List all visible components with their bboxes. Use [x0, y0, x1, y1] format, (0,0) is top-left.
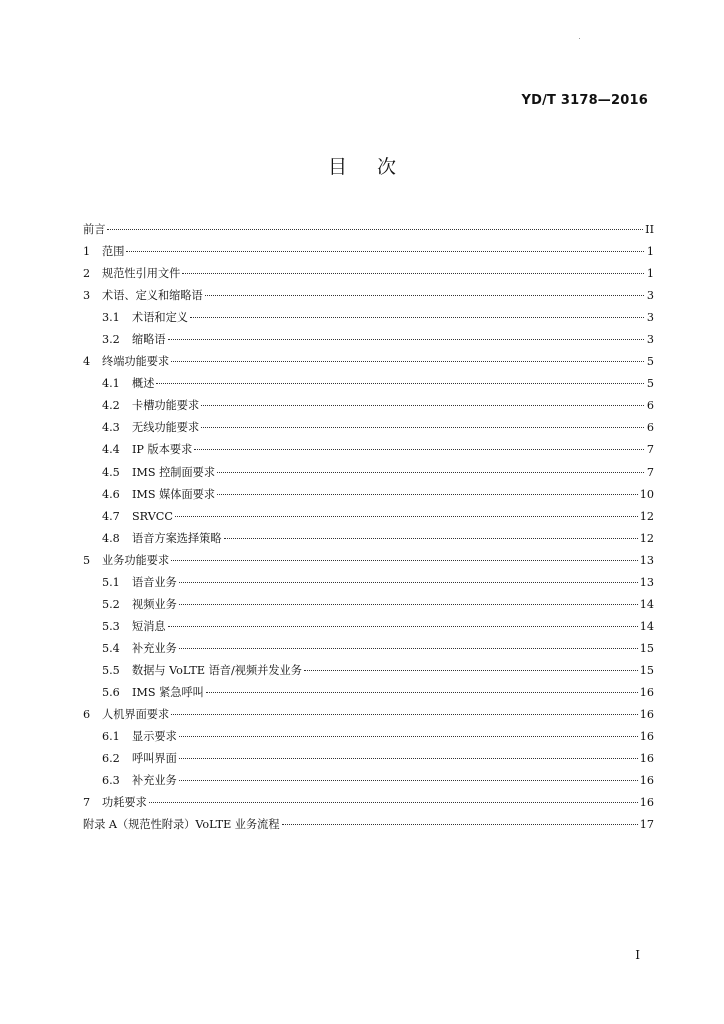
- toc-entry-number: 6.2: [102, 752, 120, 766]
- toc-entry-page: 16: [639, 708, 654, 722]
- toc-entry[interactable]: [83, 462, 654, 484]
- toc-entry-page: 5: [646, 355, 654, 369]
- toc-entry[interactable]: [83, 594, 654, 616]
- toc-entry-page: 6: [646, 399, 654, 413]
- toc-entry-number: 4.7: [102, 509, 120, 523]
- toc-entry[interactable]: [83, 373, 654, 395]
- dot-leader: [179, 736, 638, 737]
- toc-title: 目次: [327, 156, 426, 178]
- toc-entry-title: 范围: [102, 245, 125, 259]
- toc-entry-title: 规范性引用文件: [102, 267, 181, 281]
- toc-entry-number: 5: [83, 553, 91, 567]
- toc-entry-page: 13: [639, 575, 654, 589]
- dot-leader: [171, 361, 644, 362]
- toc-entry-number: 2: [83, 267, 91, 281]
- toc-entry-page: 3: [646, 333, 654, 347]
- dot-leader: [171, 560, 638, 561]
- dot-leader: [217, 472, 644, 473]
- toc-entry[interactable]: [83, 329, 654, 351]
- toc-entry[interactable]: [83, 307, 654, 329]
- toc-entry-title: 无线功能要求: [132, 421, 200, 435]
- dot-leader: [190, 317, 644, 318]
- toc-entry-number: 4.8: [102, 531, 120, 545]
- toc-entry[interactable]: [83, 484, 654, 506]
- toc-entry-title: IMS 紧急呼叫: [132, 685, 204, 699]
- toc-entry-number: 6.3: [102, 774, 120, 788]
- toc-entry[interactable]: [83, 263, 654, 285]
- toc-entry-number: 4.3: [102, 421, 120, 435]
- toc-entry-page: 16: [639, 730, 654, 744]
- toc-entry-page: 16: [639, 774, 654, 788]
- toc-entry[interactable]: [83, 395, 654, 417]
- toc-entry[interactable]: [83, 682, 654, 704]
- dot-leader: [304, 670, 638, 671]
- toc-entry[interactable]: [83, 506, 654, 528]
- dot-leader: [126, 251, 644, 252]
- toc-entry[interactable]: [83, 439, 654, 461]
- toc-entry-title: 卡槽功能要求: [132, 399, 200, 413]
- dot-leader: [201, 427, 644, 428]
- toc-entry-number: 4.4: [102, 443, 120, 457]
- toc-entry-page: 7: [646, 465, 654, 479]
- toc-entry-page: 1: [646, 245, 654, 259]
- toc-entry-number: 5.6: [102, 685, 120, 699]
- toc-entry-title: 语音业务: [132, 575, 177, 589]
- toc-entry-title: 数据与 VoLTE 语音/视频并发业务: [132, 663, 302, 677]
- dot-leader: [201, 405, 644, 406]
- toc-entry-title: 术语、定义和缩略语: [102, 289, 203, 303]
- toc-entry-title: SRVCC: [132, 509, 173, 523]
- toc-entry-number: 5.5: [102, 663, 120, 677]
- toc-entry-page: 12: [639, 509, 654, 523]
- toc-entry-page: 13: [639, 553, 654, 567]
- dot-leader: [179, 648, 638, 649]
- toc-entry-number: 3.2: [102, 333, 120, 347]
- toc-entry-page: 5: [646, 377, 654, 391]
- dot-leader: [171, 714, 638, 715]
- dot-leader: [168, 626, 638, 627]
- dot-leader: [217, 494, 638, 495]
- toc-entry-title: 人机界面要求: [102, 708, 170, 722]
- toc-entry[interactable]: [83, 616, 654, 638]
- toc-entry-page: 3: [646, 311, 654, 325]
- toc-entry[interactable]: [83, 704, 654, 726]
- toc-entry-page: 7: [646, 443, 654, 457]
- toc-entry-title: 显示要求: [132, 730, 177, 744]
- toc-entry-title: 终端功能要求: [102, 355, 170, 369]
- toc-entry-title: 补充业务: [132, 774, 177, 788]
- toc-entry[interactable]: [83, 638, 654, 660]
- toc-entry-title: 补充业务: [132, 641, 177, 655]
- toc-entry-page: 14: [639, 619, 654, 633]
- toc-entry[interactable]: [83, 770, 654, 792]
- toc-entry-page: 16: [639, 752, 654, 766]
- toc-entry-title: 业务功能要求: [102, 553, 170, 567]
- toc-entry-title: 语音方案选择策略: [132, 531, 222, 545]
- toc-entry-number: 5.2: [102, 597, 120, 611]
- toc-entry[interactable]: [83, 814, 654, 836]
- toc-entry-page: II: [645, 223, 654, 236]
- toc-entry[interactable]: [83, 748, 654, 770]
- toc-entry[interactable]: [83, 285, 654, 307]
- page-number: I: [635, 948, 640, 962]
- toc-entry[interactable]: [83, 792, 654, 814]
- scan-speck: [579, 38, 580, 39]
- dot-leader: [156, 383, 644, 384]
- toc-entry[interactable]: [83, 726, 654, 748]
- toc-entry-number: 6.1: [102, 730, 120, 744]
- toc-entry-title: IP 版本要求: [132, 443, 193, 457]
- toc-entry[interactable]: [83, 660, 654, 682]
- toc-entry-title: 视频业务: [132, 597, 177, 611]
- dot-leader: [175, 516, 638, 517]
- dot-leader: [179, 604, 638, 605]
- toc-entry-title: 前言: [83, 223, 106, 236]
- dot-leader: [182, 273, 644, 274]
- toc-entry-number: 3: [83, 289, 91, 303]
- toc-entry-title: 短消息: [132, 619, 166, 633]
- toc-entry-page: 16: [639, 796, 654, 810]
- toc-entry-number: 5.1: [102, 575, 120, 589]
- toc-entry-page: 16: [639, 685, 654, 699]
- toc-entry-title: IMS 媒体面要求: [132, 487, 216, 501]
- toc-entry[interactable]: [83, 572, 654, 594]
- toc-entry-page: 15: [639, 641, 654, 655]
- toc-entry-page: 10: [639, 487, 654, 501]
- standard-code: YD/T 3178—2016: [521, 93, 648, 108]
- toc-entry-page: 15: [639, 663, 654, 677]
- toc-entry-title: IMS 控制面要求: [132, 465, 216, 479]
- toc-entry-number: 7: [83, 796, 91, 810]
- toc-entry-number: 6: [83, 708, 91, 722]
- toc-entry[interactable]: [83, 528, 654, 550]
- toc-entry-title: 术语和定义: [132, 311, 188, 325]
- toc-entry-number: 4: [83, 355, 91, 369]
- dot-leader: [282, 824, 638, 825]
- toc-entry[interactable]: [83, 219, 654, 241]
- dot-leader: [149, 802, 638, 803]
- toc-entry-page: 3: [646, 289, 654, 303]
- dot-leader: [179, 582, 638, 583]
- dot-leader: [107, 229, 643, 230]
- toc-entry-page: 6: [646, 421, 654, 435]
- dot-leader: [194, 449, 644, 450]
- toc-entry-title: 概述: [132, 377, 155, 391]
- table-of-contents: [83, 219, 654, 836]
- toc-entry-page: 17: [639, 818, 654, 832]
- dot-leader: [179, 780, 638, 781]
- toc-entry[interactable]: [83, 550, 654, 572]
- toc-entry[interactable]: [83, 417, 654, 439]
- toc-entry-number: 5.3: [102, 619, 120, 633]
- toc-entry[interactable]: [83, 241, 654, 263]
- toc-entry[interactable]: [83, 351, 654, 373]
- toc-entry-title: 缩略语: [132, 333, 166, 347]
- dot-leader: [224, 538, 638, 539]
- toc-entry-number: 4.5: [102, 465, 120, 479]
- toc-entry-title: 功耗要求: [102, 796, 147, 810]
- toc-entry-title: 附录 A（规范性附录）VoLTE 业务流程: [83, 818, 280, 832]
- toc-entry-number: 5.4: [102, 641, 120, 655]
- toc-entry-number: 3.1: [102, 311, 120, 325]
- toc-entry-number: 1: [83, 245, 91, 259]
- toc-entry-title: 呼叫界面: [132, 752, 177, 766]
- toc-entry-number: 4.2: [102, 399, 120, 413]
- dot-leader: [179, 758, 638, 759]
- toc-entry-page: 1: [646, 267, 654, 281]
- dot-leader: [205, 295, 644, 296]
- toc-entry-number: 4.6: [102, 487, 120, 501]
- toc-entry-page: 14: [639, 597, 654, 611]
- dot-leader: [206, 692, 638, 693]
- dot-leader: [168, 339, 644, 340]
- toc-entry-number: 4.1: [102, 377, 120, 391]
- toc-entry-page: 12: [639, 531, 654, 545]
